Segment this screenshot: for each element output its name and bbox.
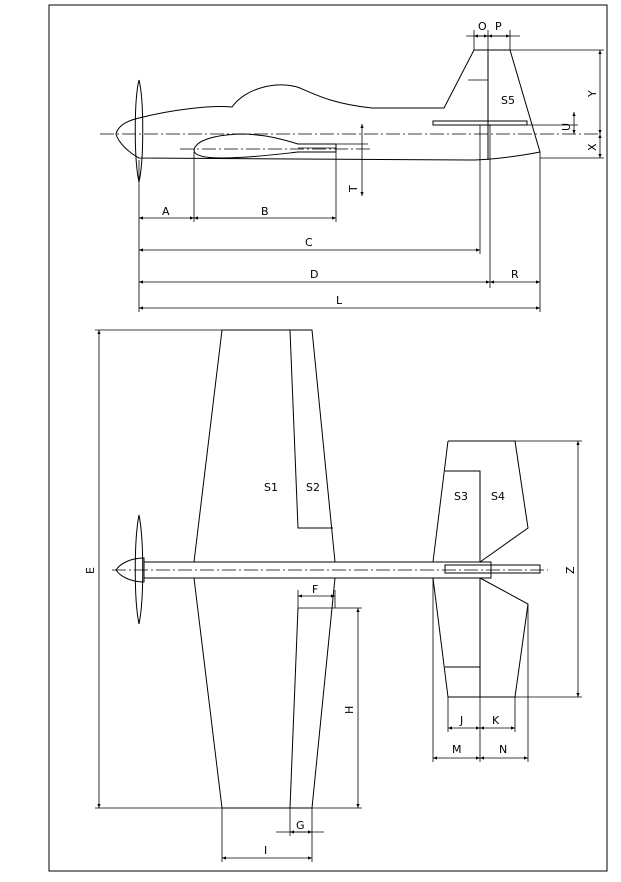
label-S4: S4	[491, 490, 505, 503]
side-stabilizer	[433, 121, 527, 125]
top-view	[84, 330, 582, 862]
label-B: B	[261, 205, 269, 218]
label-O: O	[478, 20, 487, 33]
label-R: R	[511, 268, 519, 281]
label-J: J	[460, 714, 464, 727]
drawing-border	[49, 5, 607, 871]
label-K: K	[492, 714, 500, 727]
label-Y: Y	[586, 90, 599, 97]
label-D: D	[310, 268, 319, 281]
label-N: N	[499, 743, 508, 756]
side-view	[100, 20, 604, 312]
label-F: F	[312, 583, 319, 596]
label-L: L	[336, 294, 343, 307]
label-E: E	[84, 567, 97, 574]
label-X: X	[586, 143, 599, 151]
top-wing	[194, 330, 335, 808]
label-P: P	[495, 20, 502, 33]
label-A: A	[162, 205, 170, 218]
label-H: H	[343, 705, 356, 714]
aileron-upper	[290, 330, 333, 528]
label-I: I	[264, 844, 268, 857]
label-U: U	[560, 122, 573, 131]
label-S5: S5	[501, 94, 515, 107]
elevator-upper	[445, 471, 480, 562]
side-wing-airfoil	[194, 134, 336, 158]
aileron-lower	[290, 608, 298, 808]
label-Z: Z	[564, 566, 577, 574]
label-S1: S1	[264, 481, 278, 494]
label-T: T	[347, 185, 360, 192]
label-S3: S3	[454, 490, 468, 503]
top-propeller	[135, 515, 143, 624]
label-C: C	[305, 236, 313, 249]
label-S2: S2	[306, 481, 320, 494]
label-G: G	[296, 819, 305, 832]
label-M: M	[452, 743, 462, 756]
elevator-lower	[445, 578, 480, 697]
